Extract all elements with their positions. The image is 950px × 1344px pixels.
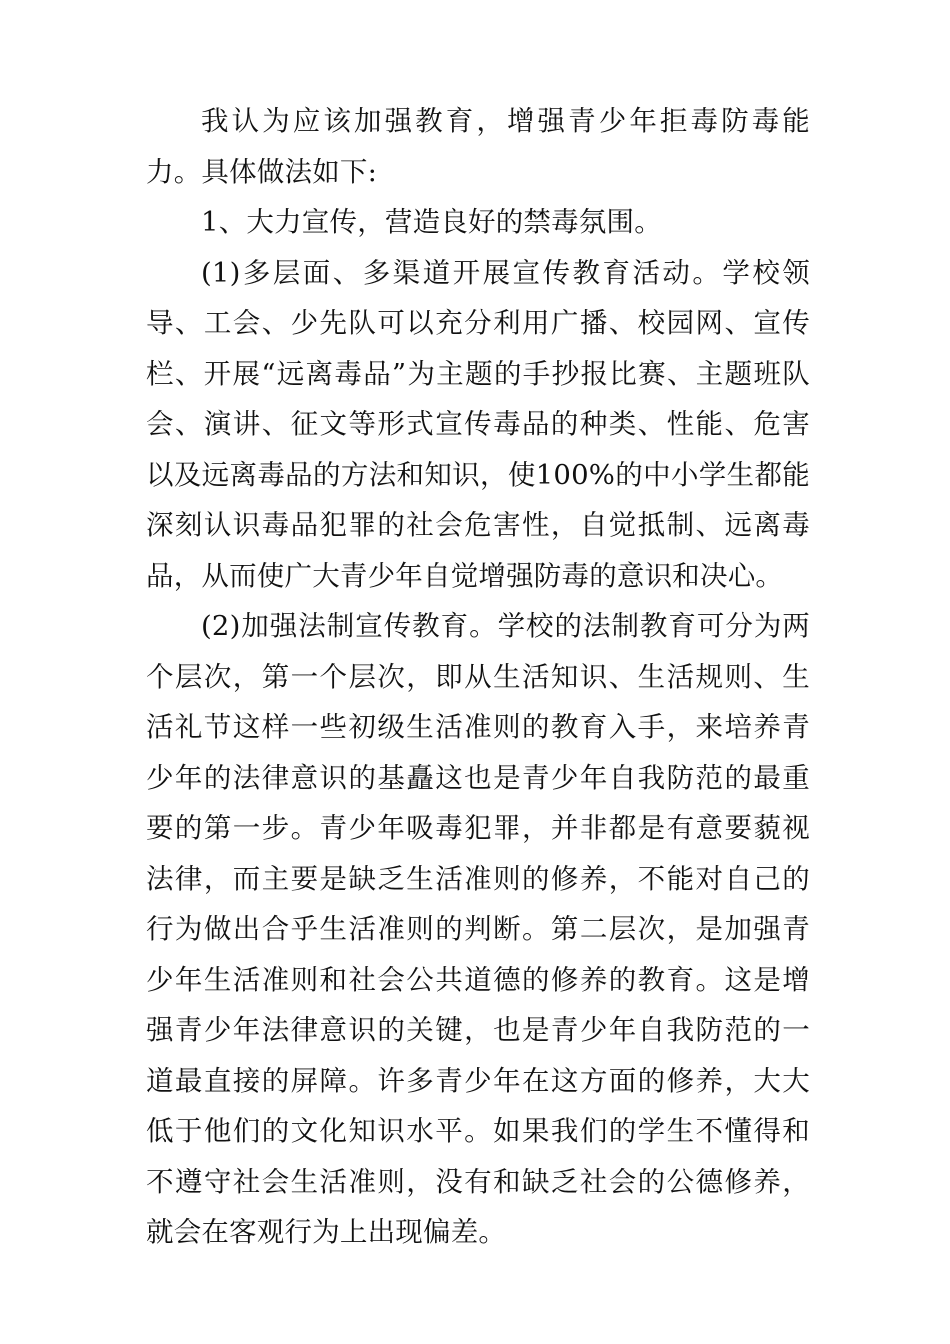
paragraph-item-1: (1)多层面、多渠道开展宣传教育活动。学校领导、工会、少先队可以充分利用广播、校园网、宣传栏、开展“远离毒品”为主题的手抄报比赛、主题班队会、演讲、征文等形式宣传毒品的种类、性能、危害以及远离毒品的方法和知识，使100%的中小学生都能深刻认识毒品犯罪的社会危害性，自觉抵制、远离毒品，从而使广大青少年自觉增强防毒的意识和决心。 bbox=[146, 256, 810, 592]
paragraph-item-2: (2)加强法制宣传教育。学校的法制教育可分为两个层次，第一个层次，即从生活知识、生活规则、生活礼节这样一些初级生活准则的教育入手，来培养青少年的法律意识的基矗这也是青少年自我防范的最重要的第一步。青少年吸毒犯罪，并非都是有意要藐视法律，而主要是缺乏生活准则的修养，不能对自己的行为做出合乎生活准则的判断。第二层次，是加强青少年生活准则和社会公共道德的修养的教育。这是增强青少年法律意识的关键，也是青少年自我防范的一道最直接的屏障。许多青少年在这方面的修养，大大低于他们的文化知识水平。如果我们的学生不懂得和不遵守社会生活准则，没有和缺乏社会的公德修养，就会在客观行为上出现偏差。 bbox=[146, 610, 810, 1248]
body-text bbox=[146, 96, 810, 1258]
paragraph-intro: 我认为应该加强教育，增强青少年拒毒防毒能力。具体做法如下: bbox=[146, 105, 810, 188]
paragraph-heading-1: 1、大力宣传，营造良好的禁毒氛围。 bbox=[201, 206, 662, 238]
